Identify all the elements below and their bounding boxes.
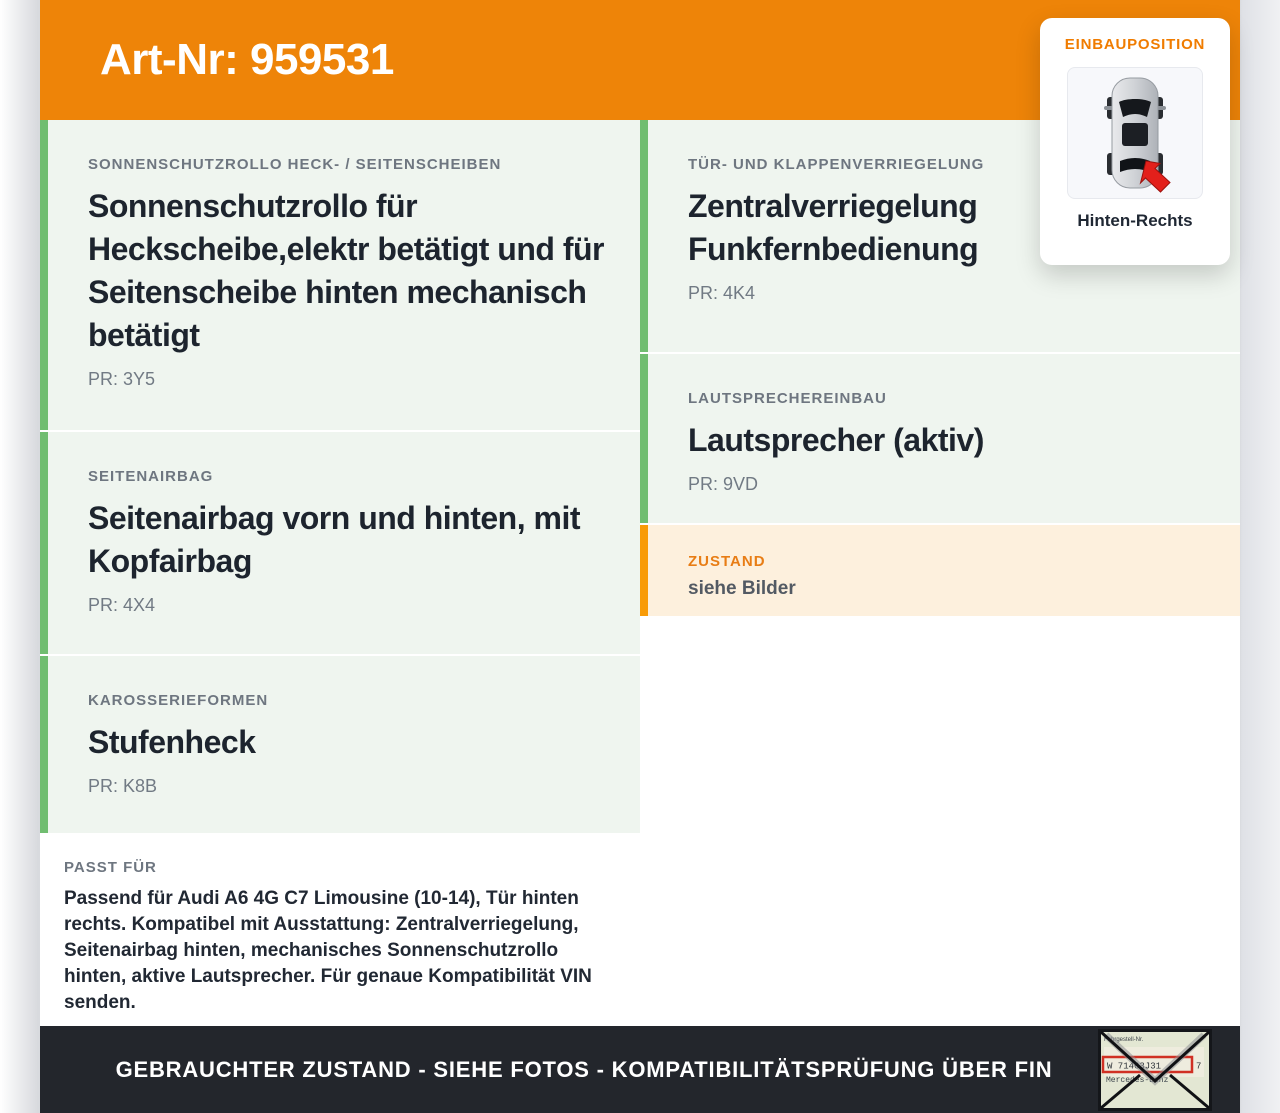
svg-text:Mercedes-Benz: Mercedes-Benz xyxy=(1106,1075,1169,1085)
condition-text: siehe Bilder xyxy=(688,578,796,599)
card-category: LAUTSPRECHEREINBAU xyxy=(688,390,887,407)
card-category: SONNENSCHUTZROLLO HECK- / SEITENSCHEIBEN xyxy=(88,156,502,173)
card-seitenairbag xyxy=(40,432,640,654)
card-title: Seitenairbag vorn und hinten, mit Kopfairbag xyxy=(88,500,580,579)
card-category: PASST FÜR xyxy=(64,859,157,876)
einbauposition-label: EINBAUPOSITION xyxy=(1064,36,1206,53)
car-position-image xyxy=(1067,67,1203,199)
card-pr-code: PR: K8B xyxy=(88,776,158,796)
card-pr-code: PR: 9VD xyxy=(688,474,759,494)
card-lautsprecher xyxy=(640,354,1240,523)
compatibility-text: Passend für Audi A6 4G C7 Limousine (10-14), Tür hinten rechts. Kompatibel mit Ausstattung: Zentralverriegelung, Seitenairbag hinten, mechanisches Sonnenschutzrollo hinten, aktive Lautsprecher. Für genaue Kompatibilität VIN senden. xyxy=(64,888,592,1013)
card-title: Zentralverriegelung Funkfernbedienung xyxy=(688,188,979,267)
article-number: Art-Nr: 959531 xyxy=(100,35,394,84)
svg-text:7: 7 xyxy=(1196,1061,1202,1071)
einbauposition-card xyxy=(1040,18,1230,265)
car-top-view-icon xyxy=(1080,73,1190,193)
card-category: TÜR- UND KLAPPENVERRIEGELUNG xyxy=(688,156,985,173)
svg-text:W 71463J31: W 71463J31 xyxy=(1107,1061,1162,1071)
card-passt-fuer xyxy=(40,835,640,1026)
card-title: Sonnenschutzrollo für Heckscheibe,elektr betätigt und für Seitenscheibe hinten mechanisch betätigt xyxy=(88,188,604,353)
card-category: KAROSSERIEFORMEN xyxy=(88,692,269,709)
card-zustand xyxy=(640,525,1240,616)
svg-text:Fahrgestell-Nr.: Fahrgestell-Nr. xyxy=(1104,1036,1144,1043)
vin-document-envelope-icon xyxy=(1098,1029,1212,1111)
card-category: SEITENAIRBAG xyxy=(88,468,214,485)
card-pr-code: PR: 4X4 xyxy=(88,595,156,615)
footer-text: GEBRAUCHTER ZUSTAND - SIEHE FOTOS - KOMPATIBILITÄTSPRÜFUNG ÜBER FIN xyxy=(115,1056,1053,1082)
card-title: Lautsprecher (aktiv) xyxy=(688,422,984,458)
card-karosserieform xyxy=(40,656,640,833)
card-sonnenschutzrollo xyxy=(40,120,640,430)
card-pr-code: PR: 3Y5 xyxy=(88,369,156,389)
card-category: ZUSTAND xyxy=(688,553,766,570)
empty-area xyxy=(640,618,1240,1026)
left-column xyxy=(40,120,640,1026)
product-sheet xyxy=(40,0,1240,1113)
card-pr-code: PR: 4K4 xyxy=(688,283,756,303)
footer-banner xyxy=(40,1026,1240,1113)
card-title: Stufenheck xyxy=(88,724,256,760)
einbauposition-value: Hinten-Rechts xyxy=(1077,211,1193,230)
